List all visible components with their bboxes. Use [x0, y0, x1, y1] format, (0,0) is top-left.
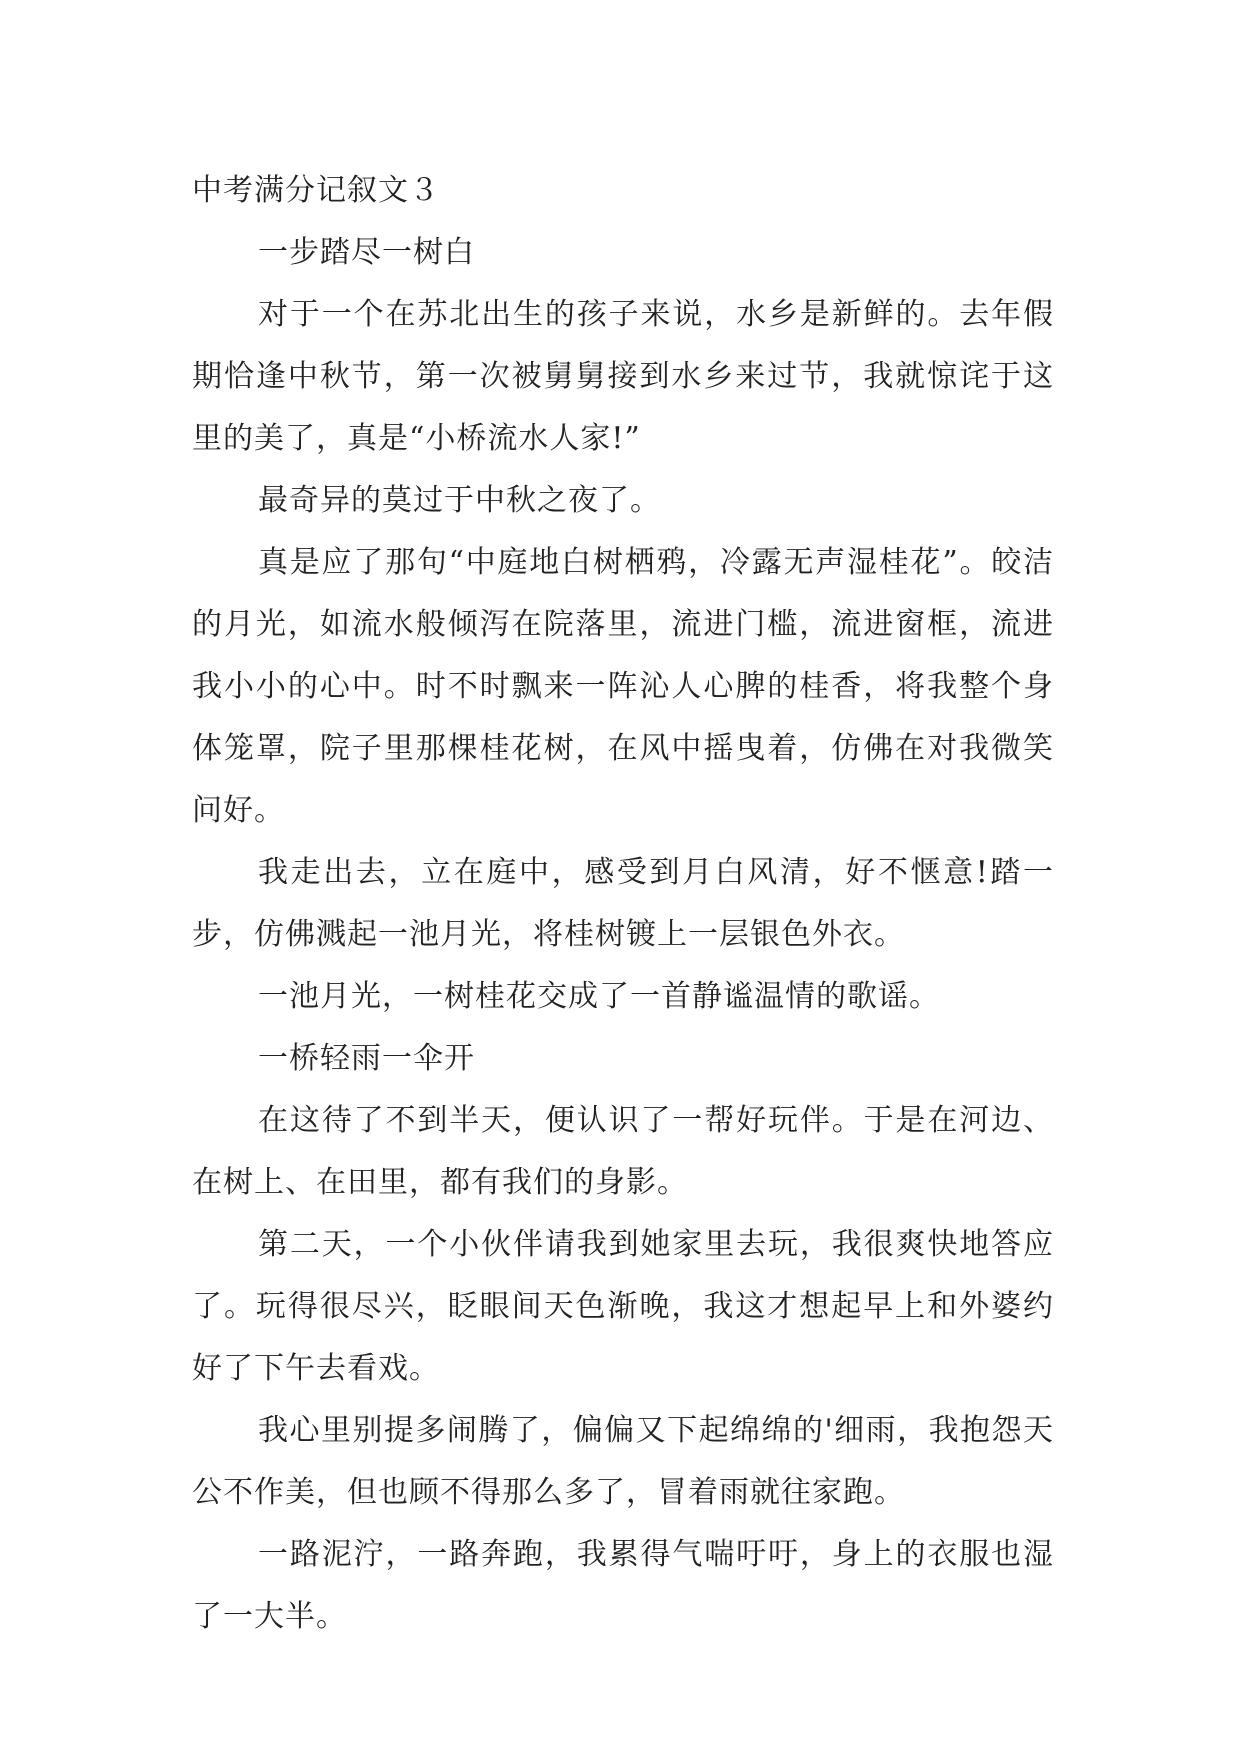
section-heading: 一步踏尽一树白 [258, 235, 475, 270]
paragraph: 第二天，一个小伙伴请我到她家里去玩，我很爽快地答应了。玩得很尽兴，眨眼间天色渐晚，我这才想起早上和外婆约好了下午去看戏。 [192, 1227, 1054, 1386]
paragraph: 最奇异的莫过于中秋之夜了。 [258, 483, 661, 518]
paragraph: 我走出去，立在庭中，感受到月白风清，好不惬意!踏一步，仿佛溅起一池月光，将桂树镀上一层银色外衣。 [192, 855, 1054, 952]
paragraph: 一池月光，一树桂花交成了一首静谧温情的歌谣。 [258, 979, 940, 1014]
document-title: 中考满分记叙文３ [192, 173, 440, 208]
document-body [192, 160, 1054, 1648]
section-heading: 一桥轻雨一伞开 [258, 1041, 475, 1076]
paragraph: 在这待了不到半天，便认识了一帮好玩伴。于是在河边、在树上、在田里，都有我们的身影。 [192, 1103, 1054, 1200]
paragraph: 我心里别提多闹腾了，偏偏又下起绵绵的'细雨，我抱怨天公不作美，但也顾不得那么多了，冒着雨就往家跑。 [192, 1413, 1054, 1510]
paragraph: 对于一个在苏北出生的孩子来说，水乡是新鲜的。去年假期恰逢中秋节，第一次被舅舅接到水乡来过节，我就惊诧于这里的美了，真是“小桥流水人家!” [192, 297, 1054, 456]
paragraph: 一路泥泞，一路奔跑，我累得气喘吁吁，身上的衣服也湿了一大半。 [192, 1537, 1054, 1634]
paragraph: 真是应了那句“中庭地白树栖鸦，冷露无声湿桂花”。皎洁的月光，如流水般倾泻在院落里，流进门槛，流进窗框，流进我小小的心中。时不时飘来一阵沁人心脾的桂香，将我整个身体笼罩，院子里那棵桂花树，在风中摇曳着，仿佛在对我微笑问好。 [192, 545, 1054, 828]
